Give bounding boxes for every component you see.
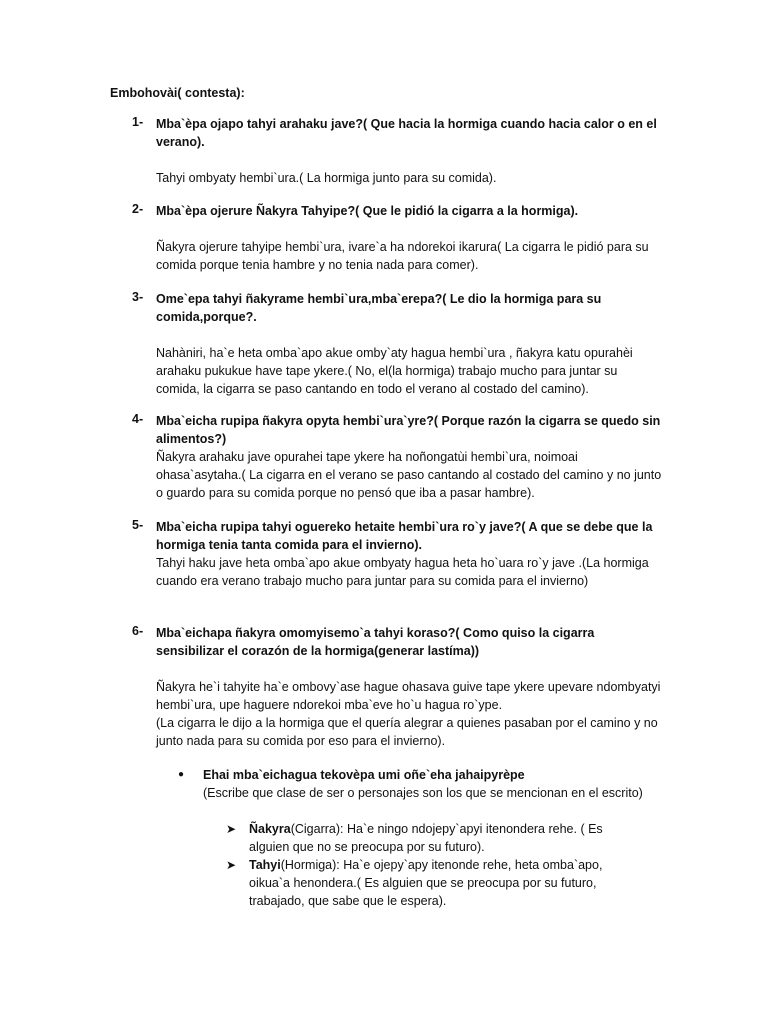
arrow-bullet-icon: ➤ (226, 822, 237, 836)
question-number: 4- (132, 412, 144, 426)
question-title: Mba`eichapa ñakyra omomyisemo`a tahyi koraso?( Como quiso la cigarra sensibilizar el corazón de la hormiga(generar lastíma)) (156, 626, 595, 658)
character-description: (Cigarra): Ha`e ningo ndojepy`apyi itenondera rehe. ( Es alguien que no se preocupa por su futuro). (249, 822, 603, 854)
question-title: Mba`eicha rupipa tahyi oguereko hetaite hembi`ura ro`y jave?( A que se debe que la hormiga tenia tanta comida para el invierno). (156, 520, 653, 552)
character-item (226, 820, 646, 856)
question-3 (132, 290, 662, 398)
character-list (226, 820, 646, 910)
question-title: Mba`eicha rupipa ñakyra opyta hembi`ura`yre?( Porque razón la cigarra se quedo sin alimentos?) (156, 414, 661, 446)
question-answer-translation: (La cigarra le dijo a la hormiga que el quería alegrar a quienes pasaban por el camino y no junto nada para su comida por eso para el invierno). (156, 716, 658, 748)
arrow-bullet-icon: ➤ (226, 858, 237, 872)
bullet-icon: ● (178, 769, 185, 780)
question-answer: Tahyi ombyaty hembi`ura.( La hormiga junto para su comida). (156, 171, 497, 185)
bullet-title: Ehai mba`eichagua tekovèpa umi oñe`eha jahaipyrèpe (203, 768, 525, 782)
page-header: Embohovài( contesta): (110, 86, 245, 100)
question-answer: Ñakyra arahaku jave opurahei tape ykere ha noñongatùi hembi`ura, noimoai ohasa`asytaha.( La cigarra en el verano se paso cantando al costado del camino y no junto o guardo para su comida porque no pensó que iba a pasar hambre). (156, 450, 662, 500)
question-answer: Tahyi haku jave heta omba`apo akue ombyaty hagua heta ho`uara ro`y jave .(La hormiga cuando era verano trabajo mucho para juntar para su comida para el invierno) (156, 556, 649, 588)
question-6 (132, 624, 662, 750)
question-answer: Ñakyra ojerure tahyipe hembi`ura, ivare`a ha ndorekoi ikarura( La cigarra le pidió para su comida porque tenia hambre y no tenia nada para comer). (156, 240, 649, 272)
question-2 (132, 202, 662, 274)
bullet-subtitle: (Escribe que clase de ser o personajes son los que se mencionan en el escrito) (203, 786, 643, 800)
question-number: 2- (132, 202, 144, 216)
question-1 (132, 115, 662, 187)
character-name: Tahyi (249, 858, 281, 872)
question-title: Mba`èpa ojapo tahyi arahaku jave?( Que hacia la hormiga cuando hacia calor o en el verano). (156, 117, 657, 149)
question-title: Mba`èpa ojerure Ñakyra Tahyipe?( Que le pidió la cigarra a la hormiga). (156, 204, 579, 218)
question-number: 5- (132, 518, 144, 532)
question-4 (132, 412, 662, 502)
character-item (226, 856, 646, 910)
question-number: 1- (132, 115, 144, 129)
question-answer: Nahàniri, ha`e heta omba`apo akue omby`aty hagua hembi`ura , ñakyra katu opurahèi arahaku pukukue have tape ykere.( No, el(la hormiga) trabajo mucho para juntar su comida, la cigarra se paso cantando en todo el verano al costado del camino). (156, 346, 633, 396)
question-title: Ome`epa tahyi ñakyrame hembi`ura,mba`erepa?( Le dio la hormiga para su comida,porque?. (156, 292, 602, 324)
question-number: 6- (132, 624, 144, 638)
bullet-item (178, 766, 678, 802)
question-number: 3- (132, 290, 144, 304)
question-5 (132, 518, 662, 590)
character-name: Ñakyra (249, 822, 291, 836)
question-answer: Ñakyra he`i tahyite ha`e ombovy`ase hague ohasava guive tape ykere upevare ndombyatyi hembi`ura, upe haguere ndorekoi mba`eve ho`u hagua ro`ype. (156, 680, 661, 712)
character-description: (Hormiga): Ha`e ojepy`apy itenonde rehe, heta omba`apo, oikua`a henondera.( Es alguien que se preocupa por su futuro, trabajado, que sabe que le espera). (249, 858, 603, 908)
